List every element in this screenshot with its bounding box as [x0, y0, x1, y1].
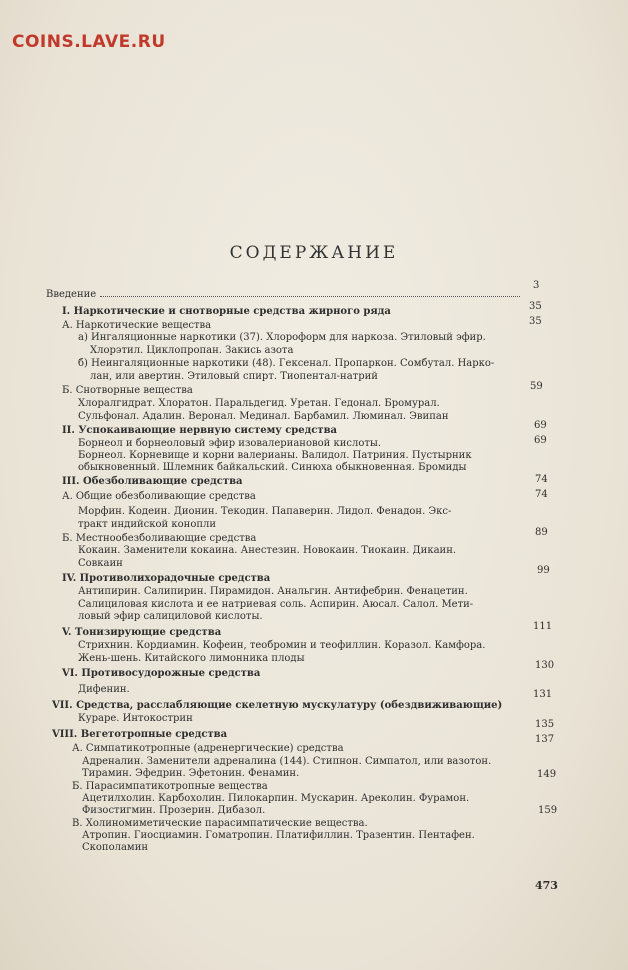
toc-entry: Б. Местнообезболивающие средства	[62, 533, 257, 544]
page-number: 69	[534, 420, 547, 431]
toc-entry: В. Холиномиметические парасимпатические вещества.	[72, 818, 368, 829]
page-number: 149	[537, 769, 557, 780]
toc-entry: Адреналин. Заменители адреналина (144). Стипнон. Симпатол, или вазотон.	[82, 756, 492, 767]
page-number: 89	[535, 527, 548, 538]
page-number: 111	[533, 621, 553, 632]
toc-entry: Б. Снотворные вещества	[62, 385, 193, 396]
page-number: 137	[535, 734, 555, 745]
toc-entry: Сульфонал. Адалин. Веронал. Мединал. Барбамил. Люминал. Эвипан	[78, 411, 449, 422]
toc-entry: Введение	[46, 289, 97, 300]
footer-page-number: 473	[535, 879, 558, 892]
toc-entry: Стрихнин. Кордиамин. Кофеин, теобромин и теофиллин. Коразол. Камфора.	[78, 640, 486, 651]
toc-entry: а) Ингаляционные наркотики (37). Хлороформ для наркоза. Этиловый эфир.	[78, 332, 486, 343]
toc-entry: Тирамин. Эфедрин. Эфетонин. Фенамин.	[82, 768, 300, 779]
toc-entry: ловый эфир салициловой кислоты.	[78, 611, 263, 622]
page-number: 3	[533, 280, 540, 291]
toc-entry: Антипирин. Салипирин. Пирамидон. Анальгин. Антифебрин. Фенацетин.	[78, 586, 468, 597]
page-number: 131	[533, 689, 553, 700]
toc-section-heading: VII. Средства, расслабляющие скелетную мускулатуру (обездвиживающие)	[52, 700, 503, 711]
page-number: 74	[535, 474, 548, 485]
page-number: 130	[535, 660, 555, 671]
toc-section-heading: II. Успокаивающие нервную систему средства	[62, 425, 338, 436]
toc-entry: А. Наркотические вещества	[62, 320, 212, 331]
toc-entry: Дифенин.	[78, 684, 130, 695]
leader-dots	[100, 296, 520, 297]
page-number: 135	[535, 719, 555, 730]
toc-entry: Кокаин. Заменители кокаина. Анестезин. Новокаин. Тиокаин. Дикаин.	[78, 545, 457, 556]
toc-entry: Борнеол. Корневище и корни валерианы. Валидол. Патриния. Пустырник	[78, 450, 472, 461]
toc-entry: Салициловая кислота и ее натриевая соль. Аспирин. Аюсал. Салол. Мети-	[78, 599, 474, 610]
toc-entry: Морфин. Кодеин. Дионин. Текодин. Папаверин. Лидол. Фенадон. Экс-	[78, 506, 452, 517]
watermark: COINS.LAVE.RU	[12, 32, 166, 52]
toc-section-heading: III. Обезболивающие средства	[62, 476, 243, 487]
toc-entry: А. Симпатикотропные (адренергические) средства	[72, 743, 344, 754]
page-number: 35	[529, 316, 542, 327]
toc-entry: лан, или авертин. Этиловый спирт. Тиопентал-натрий	[90, 371, 378, 382]
page-title: СОДЕРЖАНИЕ	[229, 243, 399, 263]
toc-entry: обыкновенный. Шлемник байкальский. Синюха обыкновенная. Бромиды	[78, 462, 467, 473]
toc-entry: Курарe. Интокострин	[78, 713, 193, 724]
toc-entry: б) Неингаляционные наркотики (48). Гексенал. Пропаркон. Сомбутал. Нарко-	[78, 358, 495, 369]
toc-section-heading: VI. Противосудорожные средства	[62, 668, 261, 679]
page-number: 59	[530, 381, 543, 392]
page-number: 159	[538, 805, 558, 816]
toc-section-heading: V. Тонизирующие средства	[62, 627, 222, 638]
page-number: 99	[537, 565, 550, 576]
toc-entry: А. Общие обезболивающие средства	[62, 491, 256, 502]
page-number: 35	[529, 301, 542, 312]
toc-entry: Совкаин	[78, 558, 123, 569]
toc-section-heading: IV. Противолихорадочные средства	[62, 573, 271, 584]
page-number: 69	[534, 435, 547, 446]
toc-entry: Б. Парасимпатикотропные вещества	[72, 781, 268, 792]
toc-entry: Борнеол и борнеоловый эфир изовалериановой кислоты.	[78, 438, 382, 449]
toc-entry: Атропин. Гиосциамин. Гоматропин. Платифиллин. Тразентин. Пентафен.	[82, 830, 475, 841]
toc-entry: Ацетилхолин. Карбохолин. Пилокарпин. Мускарин. Ареколин. Фурамон.	[82, 793, 470, 804]
toc-entry: Хлоралгидрат. Хлоратон. Паральдегид. Уретан. Гедонал. Бромурал.	[78, 398, 440, 409]
toc-section-heading: VIII. Вегетотропные средства	[52, 729, 228, 740]
toc-entry: Хлорэтил. Циклопропан. Закись азота	[90, 345, 294, 356]
page-number: 74	[535, 489, 548, 500]
toc-entry: тракт индийской конопли	[78, 519, 217, 530]
toc-entry: Физостигмин. Прозерин. Дибазол.	[82, 805, 266, 816]
toc-entry: Скополамин	[82, 842, 149, 853]
toc-section-heading: I. Наркотические и снотворные средства жирного ряда	[62, 306, 391, 317]
toc-entry: Жень-шень. Китайского лимонника плоды	[78, 653, 305, 664]
